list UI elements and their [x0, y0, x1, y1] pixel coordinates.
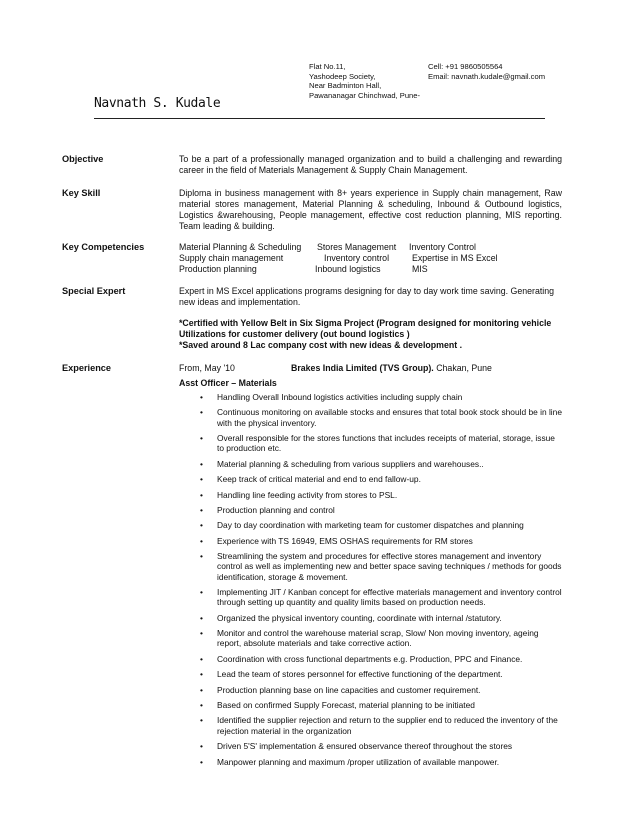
duty-text: Material planning & scheduling from various suppliers and warehouses.. [217, 458, 484, 469]
duty-text: Coordination with cross functional departments e.g. Production, PPC and Finance. [217, 653, 523, 664]
header-divider [94, 118, 545, 119]
bullet-icon: • [200, 407, 203, 418]
contact-block [428, 62, 545, 81]
address-line: Near Badminton Hall, [309, 81, 382, 91]
experience-start-date: From, May '10 [179, 363, 235, 373]
list-item [179, 536, 563, 546]
duty-text: Organized the physical inventory counting, coordinate with internal /statutory. [217, 612, 502, 623]
company-line [291, 363, 492, 373]
competency-item: Supply chain management [179, 253, 284, 263]
list-item [179, 474, 563, 484]
bullet-icon: • [200, 392, 203, 402]
bullet-icon: • [200, 520, 203, 531]
address-line: Yashodeep Society, [309, 71, 376, 81]
competency-item: MIS [412, 264, 428, 274]
address-line: Flat No.11, [309, 62, 346, 71]
bullet-icon: • [200, 653, 203, 664]
bullet-icon: • [200, 612, 203, 623]
special-expert-highlight: *Certified with Yellow Belt in Six Sigma Project (Program designed for monitoring vehicle Utilizations for customer delivery (out bound logistics ) [179, 318, 552, 339]
key-skill-text: Diploma in business management with 8+ years experience in Supply chain management, Raw material stores management, Material Planning & scheduling, Inbound & Outbound logistics, Logistics &warehousing, People management, effective cost reduction planning, MIS reporting. Team leading & building. [179, 188, 562, 231]
list-item [179, 505, 563, 515]
bullet-icon: • [200, 700, 203, 711]
list-item [179, 551, 563, 582]
duty-text: Handling Overall Inbound logistics activities including supply chain [217, 392, 463, 402]
bullet-icon: • [200, 587, 203, 598]
special-expert-text: Expert in MS Excel applications programs designing for day to day work time saving. Generating new ideas and implementation. [179, 286, 555, 307]
list-item [179, 628, 563, 649]
list-item [179, 490, 563, 500]
bullet-icon: • [200, 458, 203, 469]
candidate-name: Navnath S. Kudale [94, 96, 221, 111]
duty-text: Manpower planning and maximum /proper utilization of available manpower. [217, 756, 500, 767]
bullet-icon: • [200, 741, 203, 752]
competency-item: Inbound logistics [315, 264, 381, 274]
list-item [179, 613, 563, 623]
bullet-icon: • [200, 433, 203, 444]
special-expert-label: Special Expert [62, 286, 126, 296]
competency-item: Inventory control [324, 253, 390, 263]
phone-number: Cell: +91 9860505564 [428, 62, 503, 71]
company-name: Brakes India Limited (TVS Group). [291, 363, 434, 373]
list-item [179, 433, 563, 454]
duty-text: Production planning base on line capacities and customer requirement. [217, 684, 481, 695]
bullet-icon: • [200, 504, 203, 515]
list-item [179, 715, 563, 736]
bullet-icon: • [200, 535, 203, 546]
key-skill-label: Key Skill [62, 188, 101, 198]
bullet-icon: • [200, 756, 203, 767]
duty-text: Monitor and control the warehouse material scrap, Slow/ Non moving inventory, ageing report, absolute materials and take corrective action. [217, 628, 539, 649]
duty-text: Identified the supplier rejection and return to the supplier end to reduced the inventory of the rejection material in the organization [217, 715, 558, 736]
duty-text: Driven 5'S' implementation & ensured observance thereof throughout the stores [217, 741, 513, 752]
bullet-icon: • [200, 715, 203, 726]
competency-item: Inventory Control [409, 242, 476, 252]
bullet-icon: • [200, 628, 203, 639]
company-location: Chakan, Pune [436, 363, 492, 373]
competency-item: Expertise in MS Excel [412, 253, 498, 263]
duty-text: Continuous monitoring on available stocks and ensures that total book stock should be in line with the physical inventory. [217, 407, 562, 428]
bullet-icon: • [200, 489, 203, 500]
list-item [179, 520, 563, 530]
bullet-icon: • [200, 684, 203, 695]
competency-item: Material Planning & Scheduling [179, 242, 302, 252]
bullet-icon: • [200, 551, 203, 562]
bullet-icon: • [200, 474, 203, 485]
job-role: Asst Officer – Materials [179, 378, 277, 388]
list-item [179, 700, 563, 710]
bullet-icon: • [200, 669, 203, 680]
duty-text: Handling line feeding activity from stores to PSL. [217, 489, 398, 500]
list-item [179, 407, 563, 428]
objective-text: To be a part of a professionally managed organization and to build a challenging and rewarding career in the field of Materials Management & Supply Chain Management. [179, 154, 562, 175]
key-competencies-label: Key Competencies [62, 242, 145, 252]
list-item [179, 392, 563, 402]
list-item [179, 654, 563, 664]
experience-label: Experience [62, 363, 112, 373]
competency-item: Production planning [179, 264, 257, 274]
duty-text: Keep track of critical material and end to end fallow-up. [217, 474, 421, 485]
objective-label: Objective [62, 154, 104, 164]
competency-item: Stores Management [317, 242, 397, 252]
list-item [179, 587, 563, 608]
list-item [179, 757, 563, 767]
duty-text: Streamlining the system and procedures for effective stores management and inventory control as well as implementing new and better space saving techniques / methods for goods identification, storage & movement. [217, 551, 562, 582]
email-address: Email: navnath.kudale@gmail.com [428, 71, 546, 81]
list-item [179, 669, 563, 679]
duty-text: Overall responsible for the stores functions that includes receipts of material, storage, issue to production etc. [217, 433, 555, 454]
address-block [309, 62, 420, 100]
experience-header [179, 363, 492, 373]
duty-text: Lead the team of stores personnel for effective functioning of the department. [217, 669, 503, 680]
duty-text: Day to day coordination with marketing team for customer dispatches and planning [217, 520, 524, 531]
list-item [179, 459, 563, 469]
duty-text: Production planning and control [217, 504, 335, 515]
duty-text: Implementing JIT / Kanban concept for effective materials management and inventory control through setting up quantity and quality limits based on production needs. [217, 587, 562, 608]
special-expert-highlight: *Saved around 8 Lac company cost with new ideas & development . [179, 340, 463, 350]
address-line: Pawananagar Chinchwad, Pune- [309, 90, 421, 100]
duty-text: Experience with TS 16949, EMS OSHAS requirements for RM stores [217, 535, 473, 546]
duties-list [179, 392, 563, 772]
list-item [179, 741, 563, 751]
duty-text: Based on confirmed Supply Forecast, material planning to be initiated [217, 700, 475, 711]
list-item [179, 685, 563, 695]
